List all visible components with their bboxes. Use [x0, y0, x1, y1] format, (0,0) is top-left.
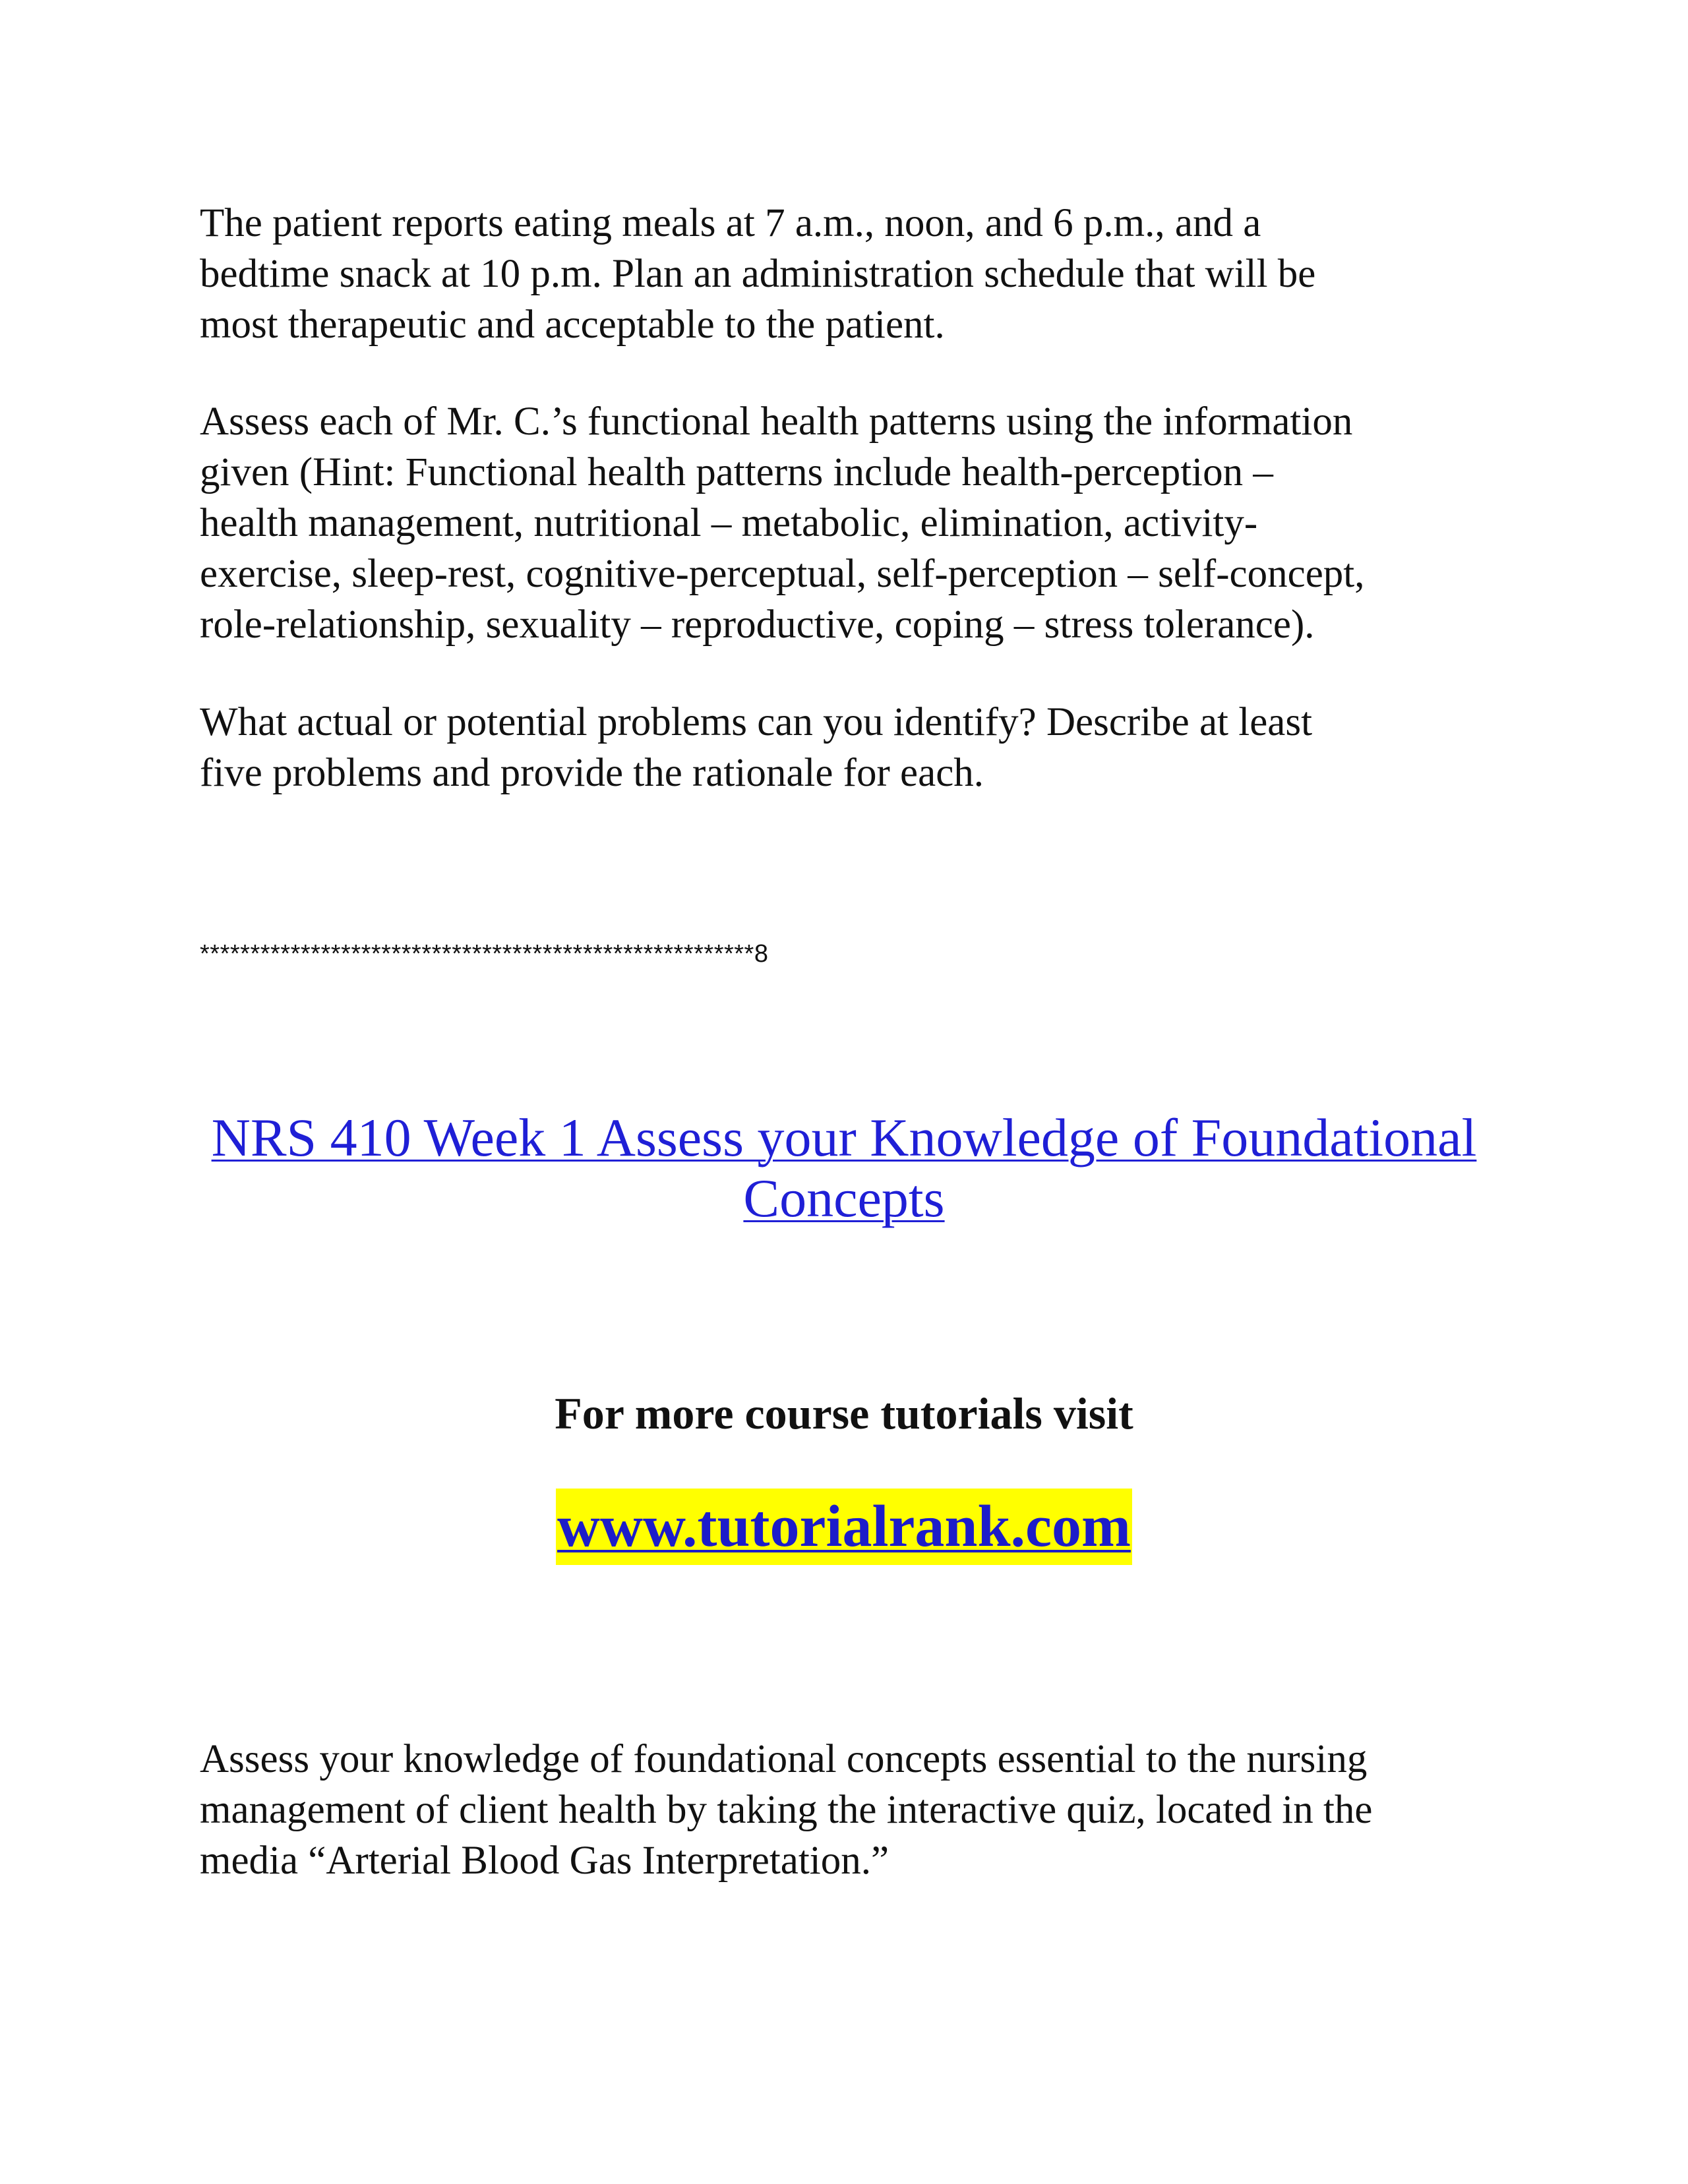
text-line: What actual or potential problems can you identify? Describe at least	[200, 700, 1313, 744]
text-line: bedtime snack at 10 p.m. Plan an administration schedule that will be	[200, 252, 1316, 296]
text-line: five problems and provide the rationale for each.	[200, 751, 984, 795]
paragraph-quiz	[200, 1734, 1519, 1886]
text-line: health management, nutritional – metabolic, elimination, activity-	[200, 501, 1258, 545]
text-line: exercise, sleep-rest, cognitive-perceptual, self-perception – self-concept,	[200, 552, 1365, 596]
paragraph-schedule	[200, 198, 1519, 350]
text-line: The patient reports eating meals at 7 a.m., noon, and 6 p.m., and a	[200, 201, 1261, 245]
promo-link-wrapper	[0, 1489, 1688, 1565]
text-line: management of client health by taking the interactive quiz, located in the	[200, 1788, 1373, 1832]
text-line: most therapeutic and acceptable to the patient.	[200, 303, 945, 347]
course-title-link[interactable]	[0, 1107, 1688, 1229]
promo-heading: For more course tutorials visit	[555, 1388, 1133, 1438]
text-line: Assess each of Mr. C.’s functional health patterns using the information	[200, 399, 1353, 444]
text-line: given (Hint: Functional health patterns include health-perception –	[200, 450, 1273, 494]
course-title-line: NRS 410 Week 1 Assess your Knowledge of Foundational	[211, 1107, 1477, 1167]
separator-line: *******************************************************8	[200, 940, 769, 968]
website-link[interactable]: www.tutorialrank.com	[556, 1489, 1132, 1565]
course-title-line: Concepts	[743, 1168, 945, 1228]
paragraph-problems	[200, 697, 1519, 798]
text-line: media “Arterial Blood Gas Interpretation.”	[200, 1839, 889, 1883]
text-line: role-relationship, sexuality – reproductive, coping – stress tolerance).	[200, 603, 1315, 647]
paragraph-assess	[200, 396, 1519, 650]
text-line: Assess your knowledge of foundational concepts essential to the nursing	[200, 1737, 1368, 1781]
